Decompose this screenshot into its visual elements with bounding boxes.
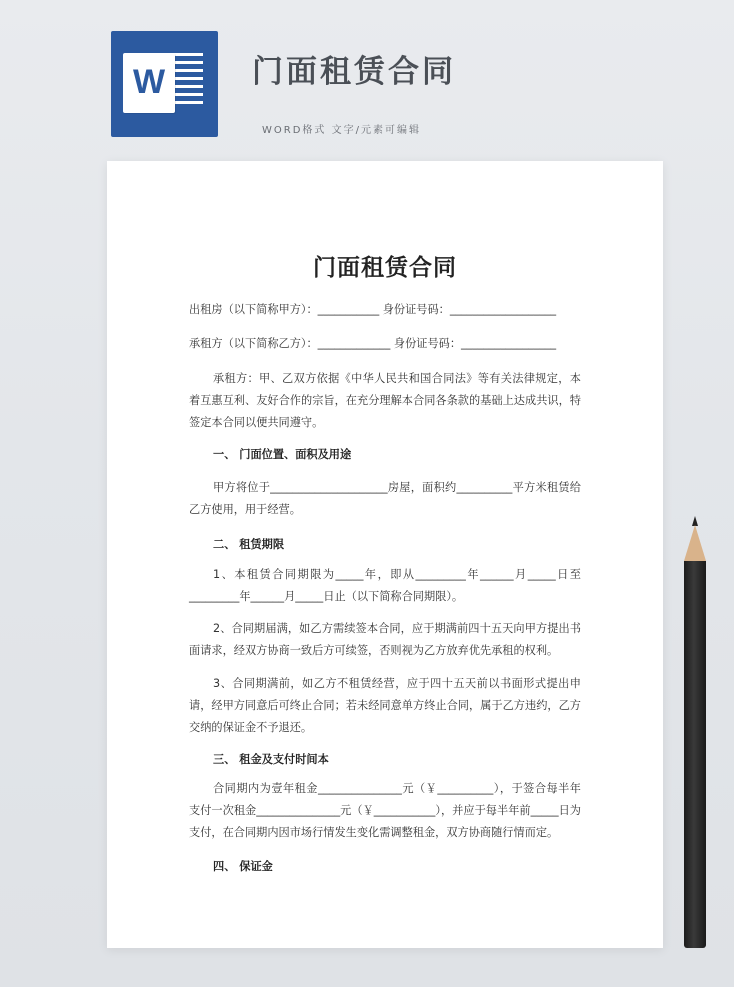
word-logo-icon <box>111 31 218 137</box>
section-2-paragraph-3: 3、合同期满前，如乙方不租赁经营，应于四十五天前以书面形式提出申请，经甲方同意后可终止合同；若未经同意单方终止合同，属于乙方违约，乙方交纳的保证金不予退还。 <box>189 677 581 734</box>
document-page <box>107 161 663 948</box>
section-heading-4: 四、 保证金 <box>213 860 273 873</box>
section-3-paragraph-1: 合同期内为壹年租金_______________元（￥__________），于签合每半年支付一次租金_______________元（￥___________），并应于每半年前_____日为支付，在合同期内因市场行情发生变化需调整租金，双方协商随行情而定。 <box>189 782 581 839</box>
section-heading-1: 一、 门面位置、面积及用途 <box>213 448 352 461</box>
section-heading-3: 三、 租金及支付时间本 <box>213 753 329 766</box>
section-heading-2: 二、 租赁期限 <box>213 538 285 551</box>
document-title: 门面租赁合同 <box>313 255 457 281</box>
pencil-wood-tip <box>684 525 706 561</box>
word-letter: W <box>132 63 166 101</box>
header-title: 门面租赁合同 <box>252 54 456 90</box>
section-2-paragraph-1: 1、本租赁合同期限为_____年，即从_________年______月_____日至_________年______月_____日止（以下简称合同期限）。 <box>189 568 581 603</box>
word-letter-box <box>123 53 175 113</box>
pencil-icon <box>684 516 706 948</box>
pencil-body <box>684 561 706 948</box>
section-2-paragraph-2: 2、合同期届满，如乙方需续签本合同，应于期满前四十五天向甲方提出书面请求，经双方协商一致后方可续签，否则视为乙方放弃优先承租的权利。 <box>189 622 581 657</box>
intro-paragraph: 承租方：甲、乙双方依据《中华人民共和国合同法》等有关法律规定，本着互惠互利、友好合作的宗旨，在充分理解本合同各条款的基础上达成共识，特签定本合同以便共同遵守。 <box>189 372 581 429</box>
document-lines-icon <box>173 53 203 117</box>
header-subtitle: WORD格式 文字/元素可编辑 <box>262 125 421 136</box>
lessor-line: 出租房（以下简称甲方）：___________ 身份证号码：___________________ <box>189 303 557 316</box>
section-1-paragraph-1: 甲方将位于_____________________房屋，面积约__________平方米租赁给乙方使用，用于经营。 <box>189 481 581 516</box>
lessee-line: 承租方（以下简称乙方）：_____________ 身份证号码：_________________ <box>189 337 557 350</box>
